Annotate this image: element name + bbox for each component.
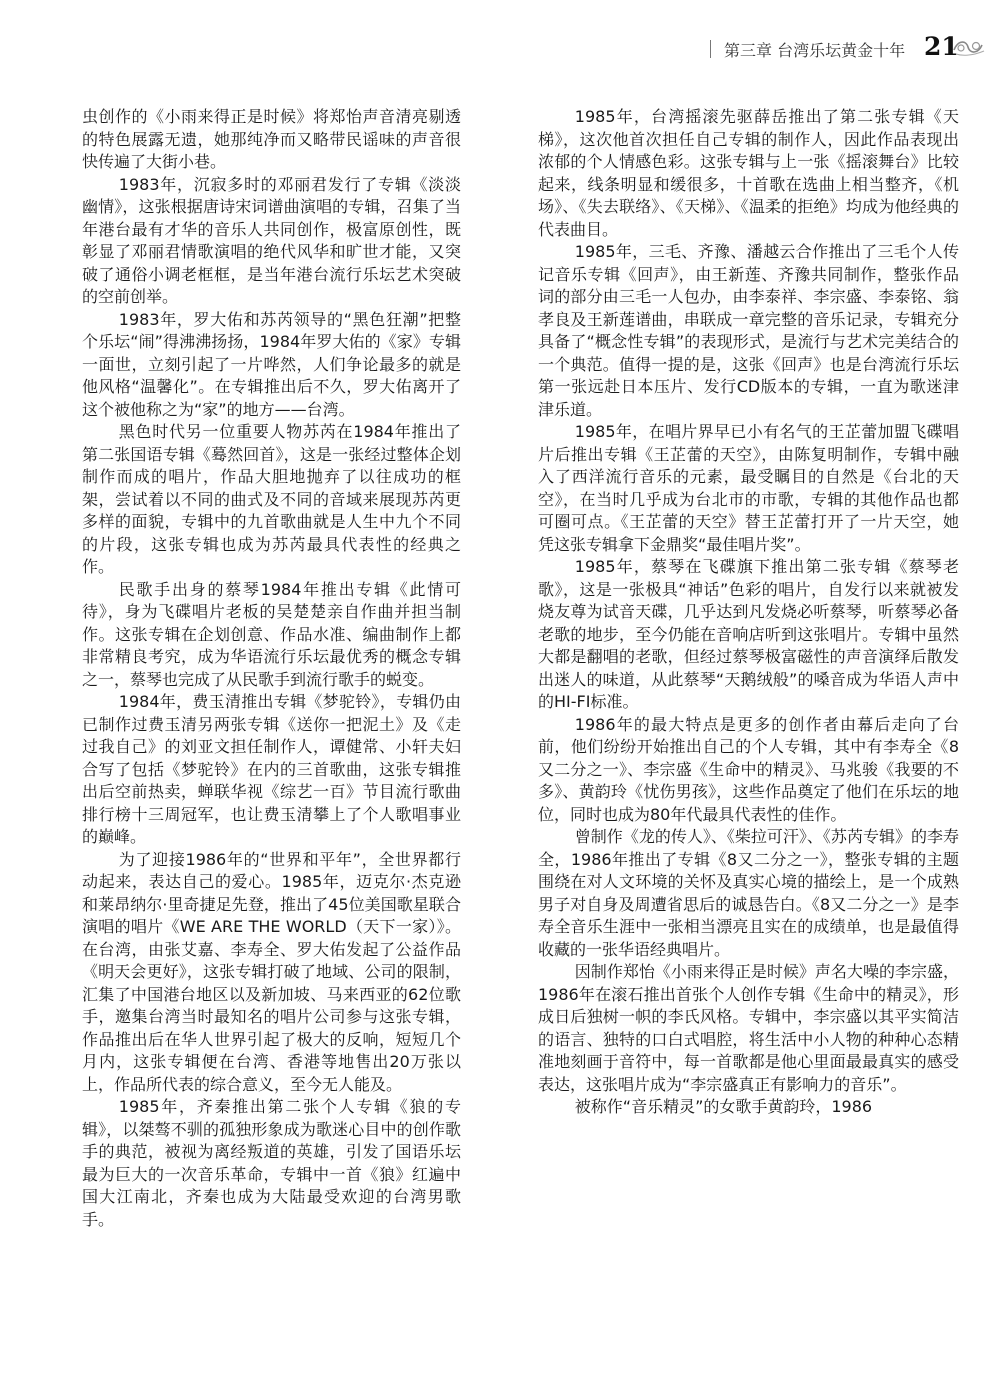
left-column — [82, 106, 461, 1231]
paragraph: 1985年，齐秦推出第二张个人专辑《狼的专辑》，以桀骜不驯的孤独形象成为歌迷心目中的创作歌手的典范，被视为离经叛道的英雄，引发了国语乐坛最为巨大的一次音乐革命，专辑中一首《狼》红遍中国大江南北，齐秦也成为大陆最受欢迎的台湾男歌手。 — [82, 1097, 461, 1229]
paragraph: 1985年，在唱片界早已小有名气的王芷蕾加盟飞碟唱片后推出专辑《王芷蕾的天空》，由陈复明制作，专辑中融入了西洋流行音乐的元素，最受瞩目的自然是《台北的天空》，在当时几乎成为台北市的市歌，专辑的其他作品也都可圈可点。《王芷蕾的天空》替王芷蕾打开了一片天空，她凭这张专辑拿下金鼎奖“最佳唱片奖”。 — [538, 422, 959, 554]
header-divider — [710, 40, 711, 58]
decorative-swirl-icon — [952, 36, 986, 62]
paragraph: 1985年，台湾摇滚先驱薛岳推出了第二张专辑《天梯》，这次他首次担任自己专辑的制作人，因此作品表现出浓郁的个人情感色彩。这张专辑与上一张《摇滚舞台》比较起来，线条明显和缓很多，十首歌在选曲上相当整齐，《机场》、《失去联络》、《天梯》、《温柔的拒绝》均成为他经典的代表曲目。 — [538, 107, 959, 239]
page-number: 21 — [924, 32, 959, 61]
paragraph: 民歌手出身的蔡琴1984年推出专辑《此情可待》，身为飞碟唱片老板的吴楚楚亲自作曲并担当制作。这张专辑在企划创意、作品水准、编曲制作上都非常精良考究，成为华语流行乐坛最优秀的概念专辑之一，蔡琴也完成了从民歌手到流行歌手的蜕变。 — [82, 579, 461, 689]
paragraph: 1986年的最大特点是更多的创作者由幕后走向了台前，他们纷纷开始推出自己的个人专辑，其中有李寿全《8又二分之一》、李宗盛《生命中的精灵》、马兆骏《我要的不多》、黄韵玲《忧伤男孩》，这些作品奠定了他们在乐坛的地位，同时也成为80年代最具代表性的佳作。 — [538, 714, 959, 824]
paragraph: 曾制作《龙的传人》、《柴拉可汗》、《苏芮专辑》的李寿全，1986年推出了专辑《8又二分之一》，整张专辑的主题围绕在对人文环境的关怀及真实心境的描绘上，是一个成熟男子对自身及周遭省思后的诚恳告白。《8又二分之一》是李寿全音乐生涯中一张相当漂亮且实在的成绩单，也是最值得收藏的一张华语经典唱片。 — [538, 827, 959, 959]
paragraph: 为了迎接1986年的“世界和平年”，全世界都行动起来，表达自己的爱心。1985年，迈克尔·杰克逊和莱昂纳尔·里奇捷足先登，推出了45位美国歌星联合演唱的唱片《WE ARE THE WORLD（天下一家）》。在台湾，由张艾嘉、李寿全、罗大佑发起了公益作品《明天会更好》，这张专辑打破了地域、公司的限制，汇集了中国港台地区以及新加坡、马来西亚的62位歌手，邀集台湾当时最知名的唱片公司参与这张专辑，作品推出后在华人世界引起了极大的反响，短短几个月内，这张专辑便在台湾、香港等地售出20万张以上，作品所代表的综合意义，至今无人能及。 — [82, 849, 461, 1094]
right-column — [538, 106, 959, 1119]
paragraph: 虫创作的《小雨来得正是时候》将郑怡声音清亮剔透的特色展露无遗，她那纯净而又略带民谣味的声音很快传遍了大街小巷。 — [82, 107, 461, 171]
paragraph: 1984年，费玉清推出专辑《梦驼铃》，专辑仍由已制作过费玉清另两张专辑《送你一把泥土》及《走过我自己》的刘亚文担任制作人，谭健常、小轩夫妇合写了包括《梦驼铃》在内的三首歌曲，这张专辑推出后空前热卖，蝉联华视《综艺一百》节目流行歌曲排行榜十三周冠军，也让费玉清攀上了个人歌唱事业的巅峰。 — [82, 692, 461, 846]
chapter-title: 第三章 台湾乐坛黄金十年 — [724, 41, 906, 60]
paragraph: 1983年，罗大佑和苏芮领导的“黑色狂潮”把整个乐坛“闹”得沸沸扬扬，1984年罗大佑的《家》专辑一面世，立刻引起了一片哗然，人们争论最多的就是他风格“温馨化”。在专辑推出后不久，罗大佑离开了这个被他称之为“家”的地方——台湾。 — [82, 309, 461, 419]
paragraph: 因制作郑怡《小雨来得正是时候》声名大噪的李宗盛，1986年在滚石推出首张个人创作专辑《生命中的精灵》，形成日后独树一帜的李氏风格。专辑中，李宗盛以其平实简洁的语言、独特的口白式唱腔，将生活中小人物的种种心态精准地刻画于音符中，每一首歌都是他心里面最最真实的感受表达，这张唱片成为“李宗盛真正有影响力的音乐”。 — [538, 962, 959, 1094]
paragraph: 1983年，沉寂多时的邓丽君发行了专辑《淡淡幽情》，这张根据唐诗宋词谱曲演唱的专辑，召集了当年港台最有才华的音乐人共同创作，极富原创性，既彰显了邓丽君情歌演唱的绝代风华和旷世才能，又突破了通俗小调老框框，是当年港台流行乐坛艺术突破的空前创举。 — [82, 174, 461, 306]
running-header — [640, 30, 1000, 70]
paragraph: 黑色时代另一位重要人物苏芮在1984年推出了第二张国语专辑《蓦然回首》，这是一张经过整体企划制作而成的唱片，作品大胆地抛弃了以往成功的框架，尝试着以不同的曲式及不同的音域来展现苏芮更多样的面貌，专辑中的九首歌曲就是人生中九个不同的片段，这张专辑也成为苏芮最具代表性的经典之作。 — [82, 422, 461, 576]
paragraph: 1985年，三毛、齐豫、潘越云合作推出了三毛个人传记音乐专辑《回声》，由王新莲、齐豫共同制作，整张作品词的部分由三毛一人包办，由李泰祥、李宗盛、李泰铭、翁孝良及王新莲谱曲，串联成一章完整的音乐记录，专辑充分具备了“概念性专辑”的表现形式，是流行与艺术完美结合的一个典范。值得一提的是，这张《回声》也是台湾流行乐坛第一张远赴日本压片、发行CD版本的专辑，一直为歌迷津津乐道。 — [538, 242, 959, 419]
paragraph: 1985年，蔡琴在飞碟旗下推出第二张专辑《蔡琴老歌》，这是一张极具“神话”色彩的唱片，自发行以来就被发烧友尊为试音天碟，几乎达到凡发烧必听蔡琴，听蔡琴必备老歌的地步，至今仍能在音响店听到这张唱片。专辑中虽然大都是翻唱的老歌，但经过蔡琴极富磁性的声音演绎后散发出迷人的味道，从此蔡琴“天鹅绒般”的嗓音成为华语人声中的HI-FI标准。 — [538, 557, 959, 711]
paragraph: 被称作“音乐精灵”的女歌手黄韵玲，1986 — [574, 1097, 873, 1116]
